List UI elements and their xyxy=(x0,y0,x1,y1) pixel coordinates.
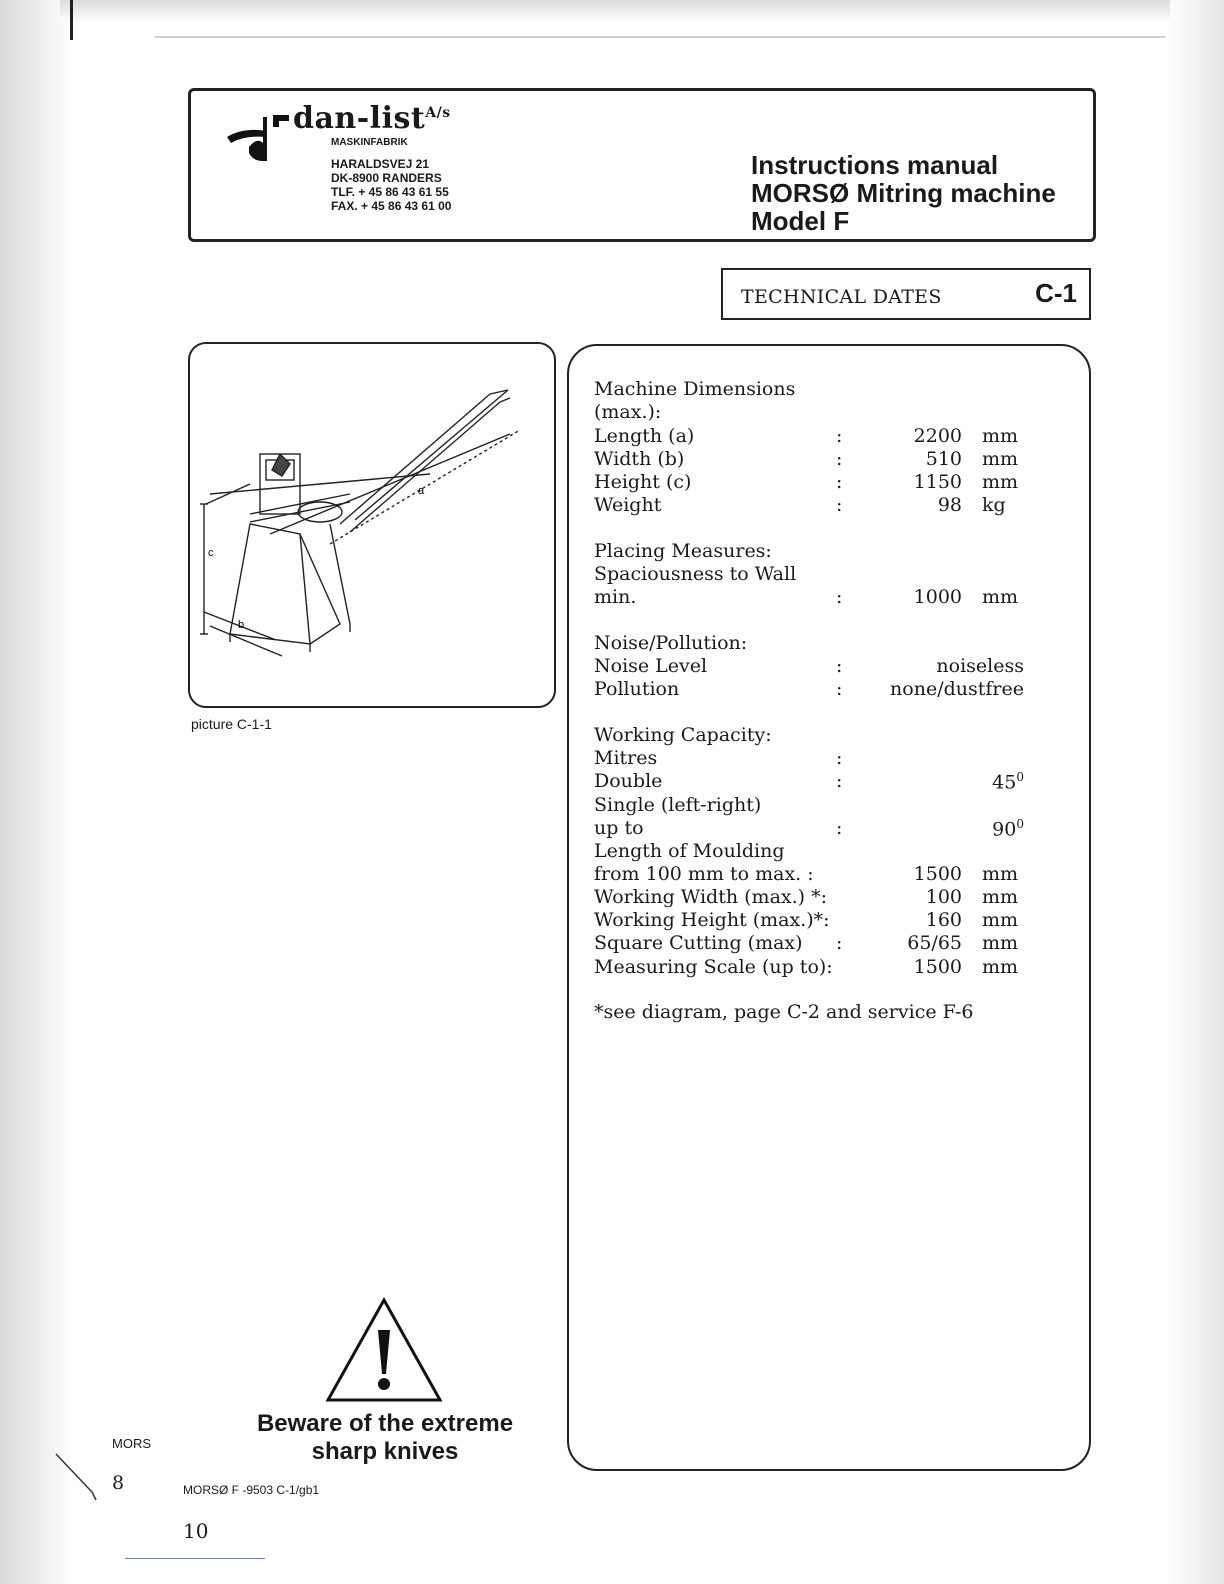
page-number: 10 xyxy=(183,1519,209,1543)
section-code: C-1 xyxy=(1035,278,1077,308)
spec-value: 1000 xyxy=(913,586,962,608)
dimension-label-c: c xyxy=(208,547,214,559)
spec-value: 1150 xyxy=(913,471,962,493)
margin-number: 8 xyxy=(112,1472,125,1494)
dimension-label-a: a xyxy=(418,485,425,497)
spec-value: 510 xyxy=(925,448,962,470)
spec-unit: mm xyxy=(982,425,1019,447)
spec-unit: mm xyxy=(982,932,1019,954)
spec-label: min. xyxy=(594,586,637,608)
spec-value: 65/65 xyxy=(907,932,962,954)
spec-label: Length (a) xyxy=(594,425,695,447)
spec-value: 1500 xyxy=(913,956,962,978)
brand-suffix: A/s xyxy=(425,105,451,121)
spec-colon: : xyxy=(836,678,843,700)
spec-label: Measuring Scale (up to): xyxy=(594,956,833,978)
spec-label: Working Height (max.)*: xyxy=(594,909,830,931)
warning-triangle-icon xyxy=(324,1296,444,1404)
spec-label: Height (c) xyxy=(594,471,692,493)
spec-colon: : xyxy=(836,655,843,677)
address-line: HARALDSVEJ 21 xyxy=(331,157,430,171)
spec-label: Weight xyxy=(594,494,662,516)
address-phone: TLF. + 45 86 43 61 55 xyxy=(331,185,449,199)
spec-colon: : xyxy=(836,586,843,608)
scan-top-edge xyxy=(60,0,1170,22)
spec-value: 2200 xyxy=(913,425,962,447)
degree-superscript: 0 xyxy=(1016,770,1024,784)
title-line: MORSØ Mitring machine xyxy=(751,178,1056,208)
address-fax: FAX. + 45 86 43 61 00 xyxy=(331,199,452,213)
spec-label: up to xyxy=(594,817,644,839)
spec-label: Mitres xyxy=(594,747,658,769)
spec-label: Square Cutting (max) xyxy=(594,932,803,954)
margin-text: MORS xyxy=(112,1436,151,1451)
spec-value-text: 90 xyxy=(992,818,1017,841)
scan-left-edge xyxy=(0,0,72,1584)
spec-label: Single (left-right) xyxy=(594,794,762,816)
spec-label: Spaciousness to Wall xyxy=(594,563,797,585)
scan-right-edge xyxy=(1164,0,1224,1584)
machine-picture xyxy=(188,342,556,708)
spec-label: Working Capacity: xyxy=(594,724,772,746)
brand-name-text: dan-list xyxy=(293,101,426,136)
document-code: MORSØ F -9503 C-1/gb1 xyxy=(183,1483,320,1497)
scan-top-line xyxy=(155,36,1165,38)
scan-corner-mark xyxy=(52,1452,112,1502)
document-title xyxy=(751,151,1056,235)
brand-subtitle: MASKINFABRIK xyxy=(331,137,408,148)
footnote: *see diagram, page C-2 and service F-6 xyxy=(594,1001,974,1023)
spec-label: from 100 mm to max. : xyxy=(594,863,814,885)
dan-list-logo-icon xyxy=(223,107,291,163)
address-line: DK-8900 RANDERS xyxy=(331,171,442,185)
section-header xyxy=(721,268,1091,320)
spec-unit: mm xyxy=(982,448,1019,470)
scan-edge-mark xyxy=(70,0,73,40)
spec-label: Machine Dimensions xyxy=(594,378,796,400)
title-line: Instructions manual xyxy=(751,150,999,180)
dimension-label-b: b xyxy=(238,619,245,631)
mitring-machine-drawing-icon xyxy=(190,344,556,708)
degree-superscript: 0 xyxy=(1016,817,1024,831)
section-title: TECHNICAL DATES xyxy=(741,286,942,308)
spec-unit: mm xyxy=(982,956,1019,978)
spec-value-text: none/dustfree xyxy=(890,678,1024,700)
spec-label: Working Width (max.) *: xyxy=(594,886,828,908)
spec-label: (max.): xyxy=(594,401,662,423)
bottom-rule xyxy=(125,1558,265,1559)
spec-label: Width (b) xyxy=(594,448,685,470)
spec-label: Placing Measures: xyxy=(594,540,772,562)
header-box xyxy=(188,88,1096,242)
spec-colon: : xyxy=(836,448,843,470)
warning-line: Beware of the extreme xyxy=(256,1410,514,1437)
spec-colon: : xyxy=(836,747,843,769)
spec-value xyxy=(992,817,1024,840)
spec-value: 100 xyxy=(925,886,962,908)
spec-unit: mm xyxy=(982,909,1019,931)
spec-label: Noise Level xyxy=(594,655,708,677)
spec-value: 98 xyxy=(937,494,962,516)
spec-colon: : xyxy=(836,425,843,447)
spec-unit: mm xyxy=(982,886,1019,908)
title-line: Model F xyxy=(751,206,850,236)
spec-label: Noise/Pollution: xyxy=(594,632,748,654)
spec-colon: : xyxy=(836,817,843,839)
spec-colon: : xyxy=(836,494,843,516)
spec-unit: mm xyxy=(982,863,1019,885)
spec-unit: mm xyxy=(982,471,1019,493)
company-address xyxy=(331,157,451,213)
spec-value: 1500 xyxy=(913,863,962,885)
spec-value: 160 xyxy=(925,909,962,931)
spec-label: Double xyxy=(594,770,663,792)
brand-name xyxy=(293,101,451,136)
picture-caption: picture C-1-1 xyxy=(191,716,272,732)
spec-label: Pollution xyxy=(594,678,680,700)
spec-unit: mm xyxy=(982,586,1019,608)
spec-colon: : xyxy=(836,770,843,792)
spec-colon: : xyxy=(836,932,843,954)
spec-value xyxy=(936,655,1024,677)
spec-value-text: noiseless xyxy=(936,655,1024,677)
spec-value xyxy=(890,678,1024,700)
warning-text xyxy=(230,1410,540,1466)
spec-label: Length of Moulding xyxy=(594,840,785,862)
spec-colon: : xyxy=(836,471,843,493)
warning-line: sharp knives xyxy=(311,1438,459,1465)
spec-unit: kg xyxy=(982,494,1006,516)
spec-value-text: 45 xyxy=(992,771,1017,794)
spec-value xyxy=(992,770,1024,793)
